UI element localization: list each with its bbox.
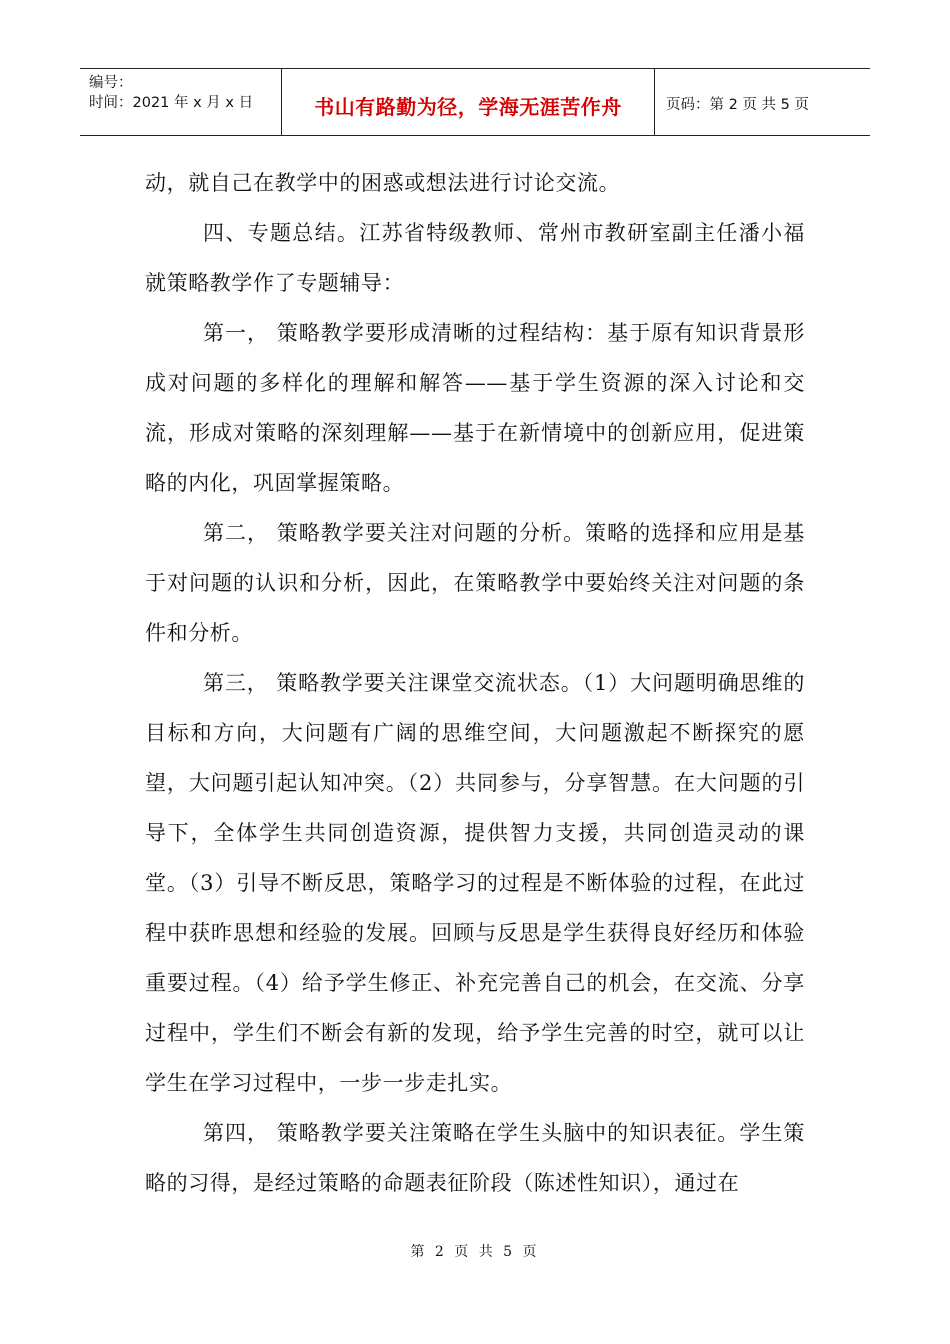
paragraph-point-three: 第三， 策略教学要关注课堂交流状态。（1）大问题明确思维的目标和方向，大问题有广阔的思维空间，大问题激起不断探究的愿望，大问题引起认知冲突。（2）共同参与，分享智慧。在大问题的引导下，全体学生共同创造资源，提供智力支援，共同创造灵动的课堂。（3）引导不断反思，策略学习的过程是不断体验的过程，在此过程中获昨思想和经验的发展。回顾与反思是学生获得良好经历和体验重要过程。（4）给予学生修正、补充完善自己的机会，在交流、分享过程中，学生们不断会有新的发现，给予学生完善的时空，就可以让学生在学习过程中，一步一步走扎实。 bbox=[145, 671, 805, 1095]
paragraph-point-one: 第一， 策略教学要形成清晰的过程结构：基于原有知识背景形成对问题的多样化的理解和解答——基于学生资源的深入讨论和交流，形成对策略的深刻理解——基于在新情境中的创新应用，促进策略的内化，巩固掌握策略。 bbox=[145, 321, 805, 495]
paragraph-section-four: 四、专题总结。江苏省特级教师、常州市教研室副主任潘小福就策略教学作了专题辅导： bbox=[145, 221, 805, 295]
header-motto: 书山有路勤为径，学海无涯苦作舟 bbox=[314, 95, 622, 119]
paragraph-point-four: 第四， 策略教学要关注策略在学生头脑中的知识表征。学生策略的习得，是经过策略的命题表征阶段（陈述性知识），通过在 bbox=[145, 1121, 805, 1195]
header-meta bbox=[80, 69, 282, 135]
page-footer: 第 2 页 共 5 页 bbox=[410, 1244, 540, 1260]
document-date-label: 时间：2021 年 x 月 x 日 bbox=[89, 95, 254, 111]
document-body bbox=[145, 158, 805, 1208]
paragraph-continuation: 动，就自己在教学中的困惑或想法进行讨论交流。 bbox=[145, 171, 621, 195]
page-header bbox=[80, 68, 870, 136]
header-page-info: 页码：第 2 页 共 5 页 bbox=[666, 97, 809, 113]
header-motto-cell bbox=[282, 69, 655, 135]
paragraph-point-two: 第二， 策略教学要关注对问题的分析。策略的选择和应用是基于对问题的认识和分析，因此，在策略教学中要始终关注对问题的条件和分析。 bbox=[145, 521, 805, 645]
document-code-label: 编号： bbox=[89, 75, 133, 91]
